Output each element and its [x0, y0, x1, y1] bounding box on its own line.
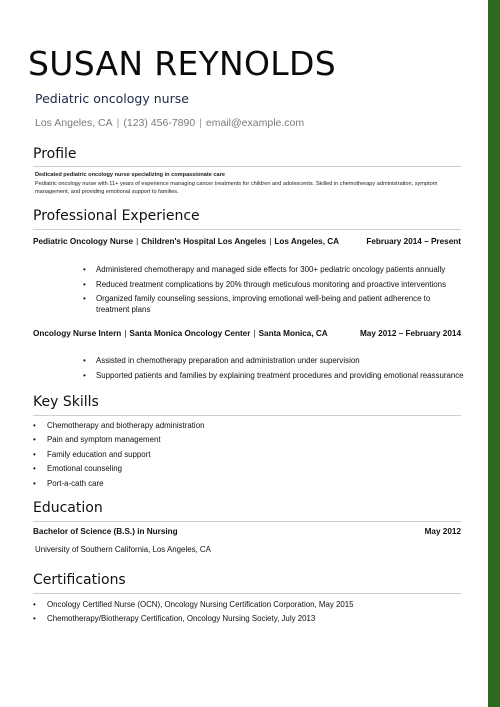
list-item: • Family education and support [33, 449, 453, 460]
profile-summary [35, 171, 460, 197]
experience-heading: Professional Experience [33, 208, 200, 224]
list-item: • Supported patients and families by explaining treatment procedures and providing emotional reassurance [83, 370, 473, 381]
list-item: • Organized family counseling sessions, improving emotional well-being and patient adherence to treatment plans [83, 293, 463, 315]
degree-date: May 2012 [424, 527, 461, 536]
certifications-list [33, 599, 453, 628]
skills-heading: Key Skills [33, 394, 99, 410]
job-employer: Children's Hospital Los Angeles [141, 237, 267, 246]
list-item: • Assisted in chemotherapy preparation and administration under supervision [83, 355, 473, 366]
section-divider [33, 521, 461, 522]
candidate-name: SUSAN REYNOLDS [28, 44, 336, 83]
list-item: • Chemotherapy/Biotherapy Certification, Oncology Nursing Society, July 2013 [33, 613, 453, 624]
job-separator: | [136, 237, 139, 246]
job-separator: | [253, 329, 256, 338]
list-item: • Administered chemotherapy and managed side effects for 300+ pediatric oncology patients annually [83, 264, 463, 275]
profile-body: Pediatric oncology nurse with 11+ years of experience managing cancer treatments for children and adolescents. Skilled in chemotherapy administration, symptom management, and providing emotional support to families. [35, 180, 438, 195]
section-divider [33, 166, 461, 167]
job-bullets [83, 264, 463, 319]
job-dates: February 2014 – Present [366, 237, 461, 246]
accent-side-bar [488, 0, 500, 707]
list-item: • Emotional counseling [33, 463, 453, 474]
section-divider [33, 593, 461, 594]
degree-line [33, 527, 461, 536]
list-item: • Port-a-cath care [33, 478, 453, 489]
school-name: University of Southern California, Los Angeles, CA [35, 545, 211, 554]
contact-email: email@example.com [205, 117, 305, 129]
job-location: Santa Monica, CA [258, 329, 328, 338]
certifications-heading: Certifications [33, 572, 126, 588]
contact-phone: (123) 456-7890 [123, 117, 196, 129]
job-separator: | [269, 237, 272, 246]
profile-lead: Dedicated pediatric oncology nurse specializing in compassionate care [35, 172, 225, 178]
contact-location: Los Angeles, CA [35, 117, 113, 129]
job-location: Los Angeles, CA [274, 237, 340, 246]
education-heading: Education [33, 500, 103, 516]
section-divider [33, 415, 461, 416]
job-dates: May 2012 – February 2014 [359, 329, 461, 338]
job-header [33, 237, 461, 246]
list-item: • Chemotherapy and biotherapy administration [33, 420, 453, 431]
skills-list [33, 420, 453, 492]
profile-heading: Profile [33, 146, 77, 162]
job-bullets [83, 355, 473, 384]
list-item: • Oncology Certified Nurse (OCN), Oncology Nursing Certification Corporation, May 2015 [33, 599, 453, 610]
contact-line [35, 117, 304, 129]
job-role: Pediatric Oncology Nurse [33, 237, 134, 246]
job-employer: Santa Monica Oncology Center [129, 329, 251, 338]
list-item: • Reduced treatment complications by 20% through meticulous monitoring and proactive interventions [83, 279, 463, 290]
job-header [33, 329, 461, 338]
list-item: • Pain and symptom management [33, 434, 453, 445]
contact-separator: | [199, 117, 202, 129]
contact-separator: | [116, 117, 120, 129]
candidate-title: Pediatric oncology nurse [35, 91, 189, 106]
section-divider [33, 229, 461, 230]
job-role: Oncology Nurse Intern [33, 329, 122, 338]
job-separator: | [124, 329, 127, 338]
degree-name: Bachelor of Science (B.S.) in Nursing [33, 527, 178, 536]
